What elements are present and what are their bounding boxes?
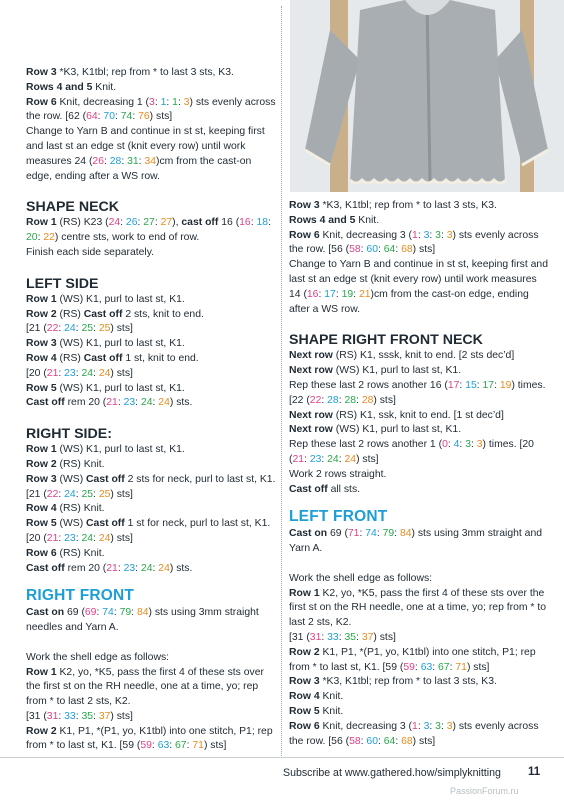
- instruction-paragraph: Change to Yarn B and continue in st st, keeping first and last st an edge st (knit every row) until work measures 14 (16: 17: 19: 21)cm from the cast-on edge, ending after a WS row.: [289, 259, 548, 315]
- instruction-note: Work the shell edge as follows:: [26, 651, 170, 663]
- stitch-count: [31 (31: 33: 35: 37) sts]: [289, 631, 396, 643]
- instruction-row: Row 6 (RS) Knit.: [26, 547, 105, 559]
- instruction-row: Row 2 (RS) Cast off 2 sts, knit to end.: [26, 308, 204, 320]
- instruction-row: Row 2 K1, P1, *(P1, yo, K1tbl) into one stitch, P1; rep from * to last st, K1. [59 (59: 63: 67: 71) sts]: [289, 646, 536, 673]
- instruction-row: Row 5 (WS) Cast off 1 st for neck, purl to last st, K1. [20 (21: 23: 24: 24) sts]: [26, 518, 271, 544]
- instruction-row: Cast off rem 20 (21: 23: 24: 24) sts.: [26, 562, 193, 574]
- instruction-row: Rep these last 2 rows another 16 (17: 15: 17: 19) times. [22 (22: 28: 28: 28) sts]: [289, 379, 546, 406]
- instruction-row: Cast off rem 20 (21: 23: 24: 24) sts.: [26, 397, 193, 409]
- instruction-row: Cast off all sts.: [289, 483, 361, 495]
- instruction-row: Rows 4 and 5 Knit.: [289, 214, 380, 226]
- column-divider: [281, 6, 282, 756]
- instruction-row: Row 6 Knit, decreasing 1 (3: 1: 1: 3) sts evenly across the row. [62 (64: 70: 74: 76) sts]: [26, 96, 276, 123]
- instruction-row: Row 2 (RS) Knit.: [26, 458, 105, 470]
- section-heading: SHAPE NECK: [26, 199, 120, 216]
- stitch-count: [20 (21: 23: 24: 24) sts]: [26, 367, 133, 379]
- instruction-row: Row 3 *K3, K1tbl; rep from * to last 3 sts, K3.: [289, 676, 497, 688]
- section-heading: RIGHT SIDE:: [26, 426, 112, 443]
- instruction-paragraph: Change to Yarn B and continue in st st, keeping first and last st an edge st (knit every row) until work measures 24 (26: 28: 31: 34)cm from the cast-on edge, ending after a WS row.: [26, 126, 265, 182]
- instruction-row: Row 6 Knit, decreasing 3 (1: 3: 3: 3) sts evenly across the row. [56 (58: 60: 64: 68) sts]: [289, 229, 539, 256]
- instruction-row: Row 5 (WS) K1, purl to last st, K1.: [26, 382, 185, 394]
- instruction-row: Next row (RS) K1, ssk, knit to end. [1 st dec’d]: [289, 409, 504, 421]
- instruction-row: Row 3 *K3, K1tbl; rep from * to last 3 sts, K3.: [26, 67, 234, 78]
- instruction-row: Row 1 (WS) K1, purl to last st, K1.: [26, 293, 185, 305]
- page-footer: [0, 757, 564, 801]
- instruction-row: Row 2 K1, P1, *(P1, yo, K1tbl) into one stitch, P1; rep from * to last st, K1. [59 (59: 63: 67: 71) sts]: [26, 725, 273, 752]
- instruction-row: Next row (WS) K1, purl to last st, K1.: [289, 424, 462, 436]
- instruction-row: Cast on 69 (71: 74: 79: 84) sts using 3mm straight and Yarn A.: [289, 528, 543, 555]
- instruction-row: Row 5 Knit.: [289, 705, 344, 717]
- instruction-note: Work the shell edge as follows:: [289, 572, 433, 584]
- instruction-row: Row 6 Knit, decreasing 3 (1: 3: 3: 3) sts evenly across the row. [56 (58: 60: 64: 68) sts]: [289, 720, 539, 747]
- instruction-row: Row 3 *K3, K1tbl; rep from * to last 3 sts, K3.: [289, 200, 497, 211]
- section-title: LEFT FRONT: [289, 508, 388, 526]
- instruction-row: Row 1 K2, yo, *K5, pass the first 4 of these sts over the first st on the RH needle, one at a time, yo; rep from * to last 2 sts, K2.: [26, 666, 264, 708]
- instruction-row: Cast on 69 (69: 74: 79: 84) sts using 3mm straight needles and Yarn A.: [26, 607, 259, 634]
- left-column: [26, 66, 276, 754]
- instruction-note: Work 2 rows straight.: [289, 468, 387, 480]
- instruction-row: Row 1 (WS) K1, purl to last st, K1.: [26, 444, 185, 456]
- section-title: RIGHT FRONT: [26, 587, 135, 605]
- page-number: 11: [528, 766, 541, 778]
- section-heading: LEFT SIDE: [26, 275, 99, 292]
- watermark: PassionForum.ru: [450, 786, 519, 796]
- instruction-note: Finish each side separately.: [26, 246, 155, 258]
- instruction-row: Row 4 Knit.: [289, 691, 344, 703]
- right-column: [289, 199, 551, 749]
- instruction-row: Row 4 (RS) Knit.: [26, 503, 105, 515]
- cardigan-photo: [290, 0, 564, 192]
- instruction-row: Next row (RS) K1, sssk, knit to end. [2 sts dec’d]: [289, 350, 515, 362]
- instruction-row: Rows 4 and 5 Knit.: [26, 81, 117, 93]
- instruction-row: Rep these last 2 rows another 1 (0: 4: 3: 3) times. [20 (21: 23: 24: 24) sts]: [289, 439, 534, 465]
- instruction-row: Next row (WS) K1, purl to last st, K1.: [289, 365, 462, 377]
- subscribe-link[interactable]: Subscribe at www.gathered.how/simplyknitting: [283, 767, 501, 779]
- stitch-count: [31 (31: 33: 35: 37) sts]: [26, 710, 133, 722]
- instruction-row: Row 3 (WS) K1, purl to last st, K1.: [26, 338, 185, 350]
- instruction-row: Row 1 K2, yo, *K5, pass the first 4 of these sts over the first st on the RH needle, one at a time, yo; rep from * to last 2 sts, K2.: [289, 587, 547, 629]
- stitch-count: [21 (22: 24: 25: 25) sts]: [26, 323, 133, 335]
- instruction-row: Row 3 (WS) Cast off 2 sts for neck, purl to last st, K1. [21 (22: 24: 25: 25) sts]: [26, 473, 276, 500]
- instruction-row: Row 1 (RS) K23 (24: 26: 27: 27), cast off 16 (16: 18: 20: 22) centre sts, work to end of row.: [26, 217, 271, 244]
- section-heading: SHAPE RIGHT FRONT NECK: [289, 332, 483, 349]
- instruction-row: Row 4 (RS) Cast off 1 st, knit to end.: [26, 352, 199, 364]
